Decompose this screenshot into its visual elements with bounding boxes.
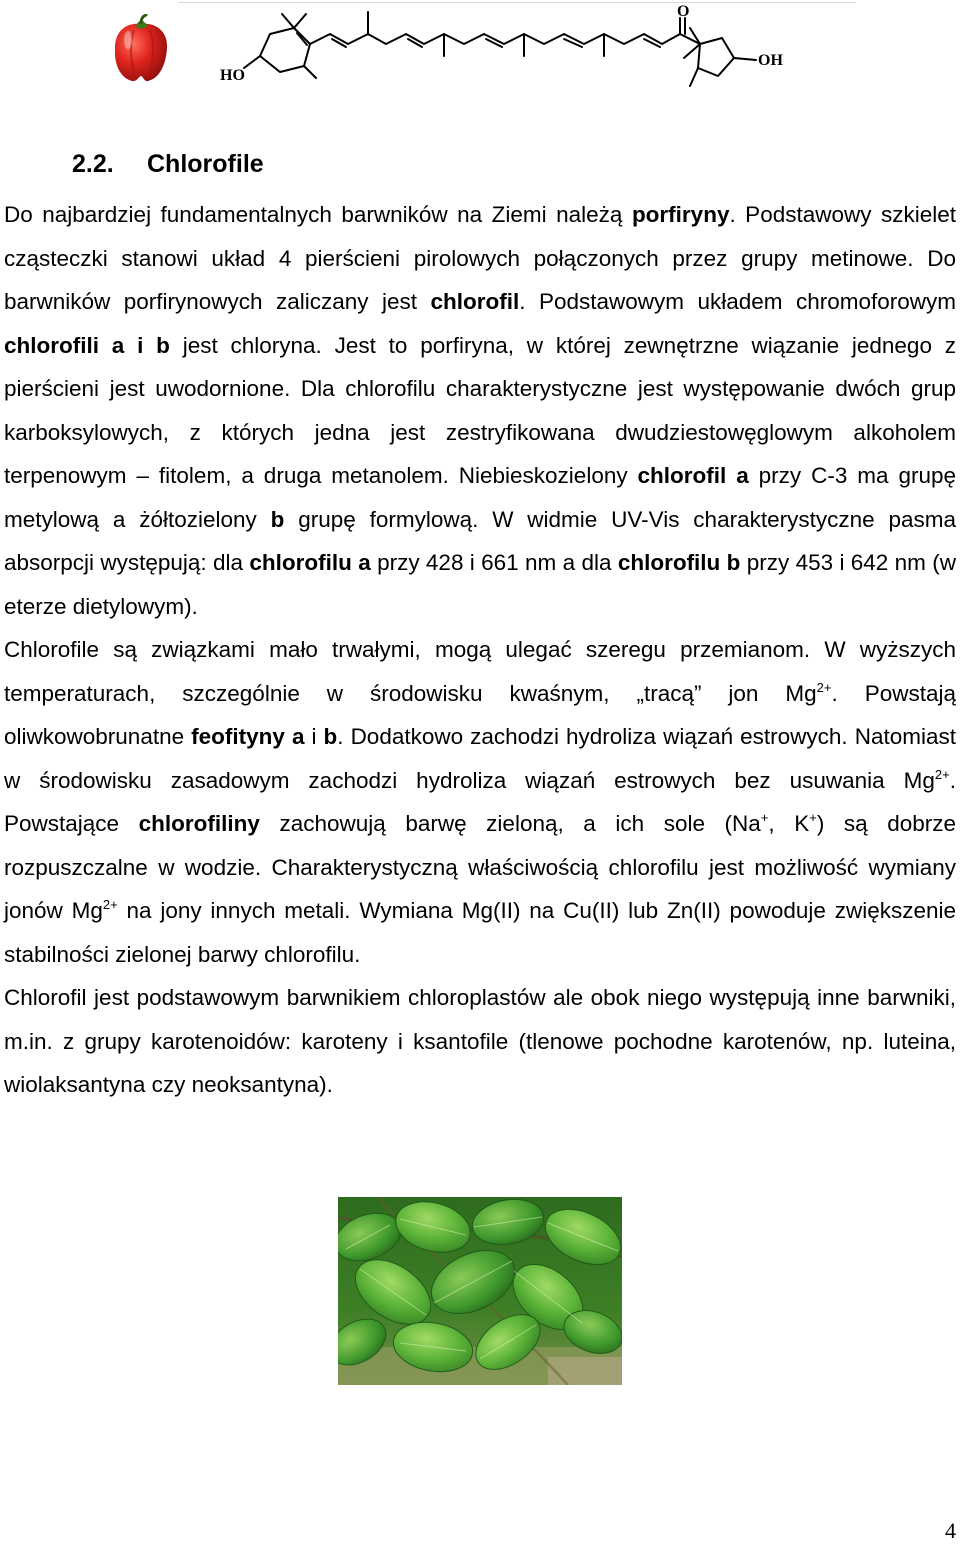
term-feofityny-a: feofityny a bbox=[191, 724, 305, 749]
text-run: . Powstające bbox=[4, 767, 956, 836]
carbonyl-label: O bbox=[677, 4, 690, 20]
text-run: grupę formylową. W widmie UV-Vis charakterystyczne pasma absorpcji występują: dla bbox=[4, 506, 956, 575]
superscript-charge: 2+ bbox=[816, 679, 832, 695]
text-run: ) są dobrze rozpuszczalne w wodzie. Charakterystyczną właściwością chlorofilu jest możliwość wymiany jonów Mg bbox=[4, 811, 956, 923]
term-b: b bbox=[270, 506, 285, 532]
text-run: . Dodatkowo zachodzi hydroliza wiązań estrowych. Natomiast w środowisku zasadowym zachodzi hydroliza wiązań estrowych bez usuwania Mg bbox=[4, 724, 956, 793]
text-run: jest chloryna. Jest to porfiryna, w której zewnętrzne wiązanie jednego z pierścieni jest uwodornione. Dla chlorofilu charakterystyczne jest występowanie dwóch grup karboksylowych, z których jedna jest zestryfikowana dwudziestowęglowym alkoholem terpenowym – fitolem, a druga metanolem. Niebieskozielony bbox=[4, 332, 956, 488]
text-run: . Powstają oliwkowobrunatne bbox=[4, 680, 956, 749]
hydroxyl-label-right: OH bbox=[758, 52, 783, 69]
term-chlorofil-a: chlorofil a bbox=[637, 463, 749, 488]
red-pepper-image bbox=[110, 14, 172, 84]
section-heading bbox=[72, 149, 264, 179]
text-run: przy C-3 ma grupę metylową a żółtozielony bbox=[4, 463, 957, 532]
text-run: , K bbox=[768, 811, 810, 836]
header-rule bbox=[178, 2, 856, 3]
section-number: 2.2. bbox=[72, 150, 114, 178]
term-chlorofilu-a: chlorofilu a bbox=[249, 550, 371, 575]
text-run: przy 428 i 661 nm a dla bbox=[370, 550, 618, 575]
document-body bbox=[4, 193, 956, 1107]
term-b: b bbox=[323, 724, 338, 749]
green-leaves-photo bbox=[338, 1197, 622, 1385]
text-run: Do najbardziej fundamentalnych barwników na Ziemi należą bbox=[4, 202, 632, 227]
hydroxyl-label-left: HO bbox=[220, 67, 245, 84]
page-number: 4 bbox=[945, 1518, 956, 1543]
text-run: przy 453 i 642 nm (w eterze dietylowym). bbox=[4, 550, 956, 619]
text-run: . Podstawowym układem chromoforowym bbox=[519, 289, 956, 314]
text-run: zachowują barwę zieloną, a ich sole (Na bbox=[259, 811, 761, 836]
section-title: Chlorofile bbox=[147, 150, 264, 178]
paragraph-chlorophyll-stability bbox=[4, 628, 956, 976]
text-run: na jony innych metali. Wymiana Mg(II) na Cu(II) lub Zn(II) powoduje zwiększenie stabilności zielonej barwy chlorofilu. bbox=[4, 898, 956, 967]
text-run: . Podstawowy szkielet cząsteczki stanowi układ 4 pierścieni pirolowych połączonych przez grupy metinowe. Do barwników porfirynowych zaliczany jest bbox=[4, 202, 957, 314]
superscript-charge: 2+ bbox=[102, 897, 118, 912]
term-chlorofil: chlorofil bbox=[430, 289, 520, 314]
superscript-charge: 2+ bbox=[934, 766, 950, 782]
carotenoid-structure-diagram bbox=[212, 4, 812, 96]
term-chlorofilu-b: chlorofilu b bbox=[617, 550, 741, 575]
term-chlorofiliny: chlorofiliny bbox=[138, 811, 260, 836]
paragraph-carotenoids: Chlorofil jest podstawowym barwnikiem chloroplastów ale obok niego występują inne barwniki, m.in. z grupy karotenoidów: karoteny i ksantofile (tlenowe pochodne karotenów, np. luteina, wiolaksantyna czy neoksantyna). bbox=[4, 985, 956, 1097]
superscript-charge: + bbox=[809, 810, 817, 825]
text-run: Chlorofile są związkami mało trwałymi, mogą ulegać szeregu przemianom. W wyższych temperaturach, szczególnie w środowisku kwaśnym, „tracą” jon Mg bbox=[4, 637, 956, 706]
paragraph-porphyrins bbox=[4, 193, 956, 628]
term-porfiryny: porfiryny bbox=[631, 202, 730, 227]
term-chlorofili-a-b: chlorofili a i b bbox=[4, 332, 170, 358]
superscript-charge: + bbox=[760, 810, 769, 825]
text-run: i bbox=[304, 724, 324, 749]
